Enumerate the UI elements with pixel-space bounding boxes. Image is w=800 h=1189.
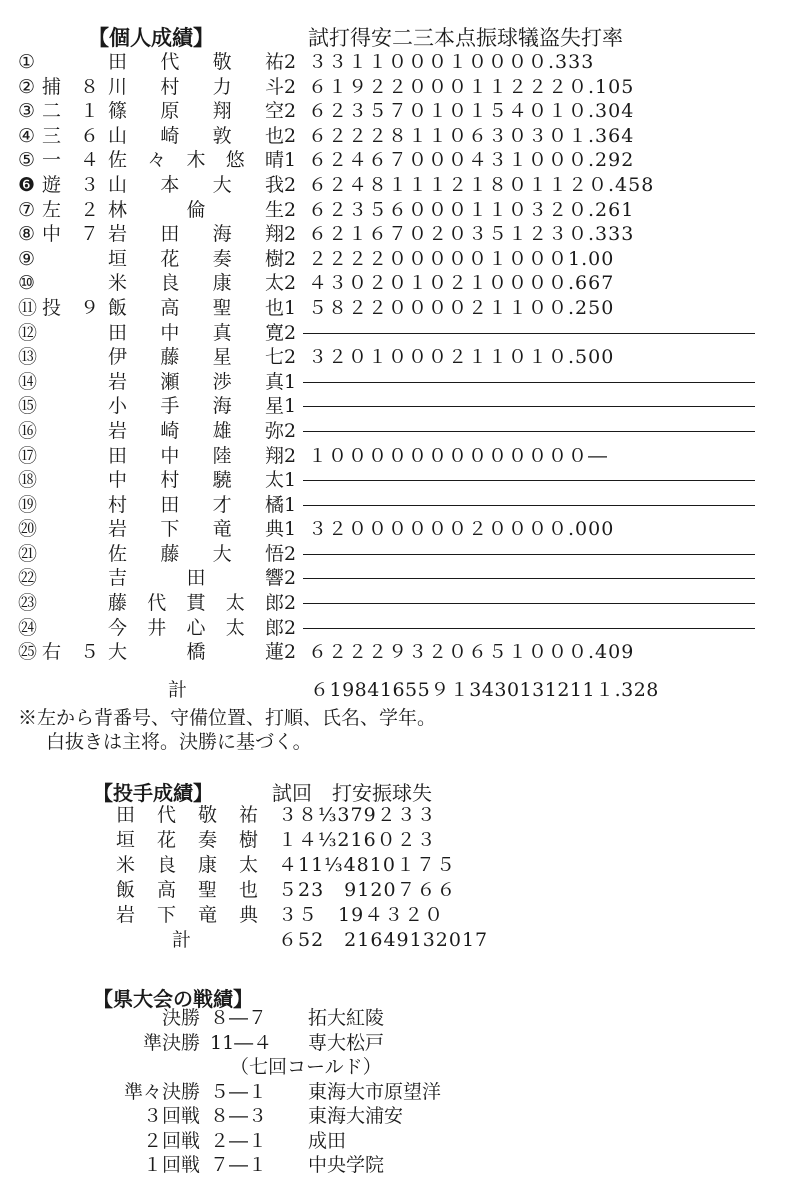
no-record-line bbox=[303, 406, 755, 407]
player-grade: 2 bbox=[284, 419, 297, 442]
player-name: 佐藤大悟 bbox=[108, 542, 284, 565]
pitcher-name: 岩下竜典 bbox=[116, 904, 258, 926]
pitcher-stats: ３８⅓379２３３ bbox=[278, 804, 437, 826]
batting-order: ６ bbox=[80, 124, 100, 147]
player-stats: ３２００００００２００００.000 bbox=[308, 518, 615, 541]
uniform-number: ④ bbox=[18, 124, 36, 147]
player-row bbox=[0, 640, 800, 665]
player-row bbox=[0, 222, 800, 247]
uniform-number: ㉕ bbox=[18, 641, 38, 664]
player-name: 田代敬祐 bbox=[108, 51, 284, 73]
position: 遊 bbox=[42, 173, 62, 196]
uniform-number: ⑭ bbox=[18, 370, 38, 393]
no-record-line bbox=[303, 603, 755, 604]
batting-order: ８ bbox=[80, 75, 100, 98]
batting-order: ９ bbox=[80, 296, 100, 319]
player-name: 岩田海翔 bbox=[108, 223, 284, 246]
player-row bbox=[0, 493, 800, 518]
pitcher-row bbox=[0, 828, 800, 853]
player-row bbox=[0, 124, 800, 149]
player-grade: 2 bbox=[284, 567, 297, 590]
game-opponent: 専大松戸 bbox=[308, 1031, 385, 1054]
player-name: 村田才橘 bbox=[108, 493, 284, 516]
no-record-line bbox=[303, 505, 755, 506]
batting-column-headers: 試打得安二三本点振球犠盗失打率 bbox=[308, 26, 623, 50]
pitcher-name: 米良康太 bbox=[116, 854, 258, 876]
uniform-number: ① bbox=[18, 51, 36, 73]
player-row bbox=[0, 271, 800, 296]
player-name: 小手海星 bbox=[108, 395, 284, 418]
called-game-note: （七回コールド） bbox=[230, 1056, 382, 1078]
player-name: 飯高聖也 bbox=[108, 296, 284, 319]
game-row bbox=[0, 1153, 800, 1178]
player-row bbox=[0, 296, 800, 321]
pitching-column-headers: 試回 打安振球失 bbox=[272, 781, 432, 805]
game-round: 決勝 bbox=[161, 1007, 200, 1029]
player-grade: 1 bbox=[284, 469, 297, 492]
game-row bbox=[0, 1104, 800, 1129]
player-name: 川村力斗 bbox=[108, 75, 284, 98]
uniform-number: ③ bbox=[18, 100, 36, 123]
game-row bbox=[0, 1080, 800, 1105]
uniform-number: ⑧ bbox=[18, 223, 36, 246]
batting-order: ５ bbox=[80, 641, 100, 664]
game-score: ８―７ bbox=[210, 1007, 268, 1029]
pitcher-row bbox=[0, 878, 800, 903]
pitcher-stats: １４⅓216０２３ bbox=[278, 829, 437, 851]
player-grade: 2 bbox=[284, 321, 297, 344]
no-record-line bbox=[303, 628, 755, 629]
position: 一 bbox=[42, 149, 62, 172]
pitcher-stats: ４11⅓4810１７５ bbox=[278, 854, 456, 876]
game-round: ３回戦 bbox=[142, 1105, 200, 1127]
position: 中 bbox=[42, 223, 62, 246]
player-name: 今井心太郎 bbox=[108, 616, 284, 639]
player-stats: ３３１１０００１００００.333 bbox=[308, 51, 595, 73]
player-name: 林倫生 bbox=[108, 198, 284, 221]
batting-title: 【個人成績】 bbox=[88, 25, 214, 50]
position: 投 bbox=[42, 296, 62, 319]
player-grade: 2 bbox=[284, 616, 297, 639]
player-name: 山本大我 bbox=[108, 173, 284, 196]
player-grade: 2 bbox=[284, 542, 297, 565]
player-stats: ６２２２９３２０６５１０００.409 bbox=[308, 641, 635, 664]
game-round: 準々決勝 bbox=[123, 1080, 200, 1103]
game-score: ７―１ bbox=[210, 1154, 268, 1176]
player-grade: 2 bbox=[284, 100, 297, 123]
player-stats: ６２４８１１１２１８０１１２０.458 bbox=[308, 173, 655, 196]
player-grade: 2 bbox=[284, 173, 297, 196]
batting-order: ３ bbox=[80, 173, 100, 196]
game-row bbox=[0, 1031, 800, 1056]
player-name: 佐々木悠晴 bbox=[108, 149, 284, 172]
game-score: ２―１ bbox=[210, 1129, 268, 1152]
pitching-total-label: 計 bbox=[172, 929, 192, 951]
player-name: 米良康太 bbox=[108, 272, 284, 295]
game-opponent: 成田 bbox=[308, 1129, 347, 1152]
pitcher-row bbox=[0, 853, 800, 878]
prefecture-results bbox=[0, 1006, 800, 1178]
pitching-table bbox=[0, 803, 800, 953]
batting-total-stats: ６19841655９１3430131211１.328 bbox=[310, 679, 659, 701]
player-grade: 1 bbox=[284, 296, 297, 319]
game-row bbox=[0, 1006, 800, 1031]
position: 二 bbox=[42, 100, 62, 123]
player-row bbox=[0, 468, 800, 493]
called-game-note-row bbox=[0, 1055, 800, 1080]
uniform-number: ⑩ bbox=[18, 272, 36, 295]
uniform-number: ⑰ bbox=[18, 444, 38, 467]
player-grade: 1 bbox=[284, 493, 297, 516]
uniform-number: ⑤ bbox=[18, 149, 36, 172]
player-row bbox=[0, 517, 800, 542]
player-grade: 1 bbox=[284, 395, 297, 418]
player-stats: ３２０１０００２１１０１０.500 bbox=[308, 346, 615, 369]
position: 捕 bbox=[42, 75, 62, 98]
game-score: 11―４ bbox=[210, 1031, 273, 1054]
uniform-number: ② bbox=[18, 75, 36, 98]
uniform-number: ⑳ bbox=[18, 518, 38, 541]
pitcher-row bbox=[0, 803, 800, 828]
player-name: 大橋蓮 bbox=[108, 641, 284, 664]
player-stats: ６２３５６０００１１０３２０.261 bbox=[308, 198, 635, 221]
player-name: 岩崎雄弥 bbox=[108, 419, 284, 442]
player-grade: 1 bbox=[284, 149, 297, 172]
player-grade: 2 bbox=[284, 272, 297, 295]
no-record-line bbox=[303, 333, 755, 334]
batting-header bbox=[0, 22, 800, 50]
player-row bbox=[0, 444, 800, 469]
player-name: 田中真寛 bbox=[108, 321, 284, 344]
uniform-number: ❻ bbox=[18, 173, 36, 196]
no-record-line bbox=[303, 554, 755, 555]
prefecture-title: 【県大会の戦績】 bbox=[93, 987, 253, 1011]
no-record-line bbox=[303, 480, 755, 481]
uniform-number: ⑱ bbox=[18, 469, 38, 492]
game-opponent: 東海大浦安 bbox=[308, 1105, 404, 1127]
pitching-title: 【投手成績】 bbox=[93, 781, 213, 805]
player-row bbox=[0, 419, 800, 444]
player-row bbox=[0, 247, 800, 272]
player-stats: ５８２２００００２１１００.250 bbox=[308, 296, 615, 319]
player-name: 岩瀬渉真 bbox=[108, 370, 284, 393]
game-score: ８―３ bbox=[210, 1105, 268, 1127]
game-score: ５―１ bbox=[210, 1080, 268, 1103]
player-row bbox=[0, 591, 800, 616]
player-grade: 2 bbox=[284, 247, 297, 270]
player-row bbox=[0, 50, 800, 75]
player-row bbox=[0, 148, 800, 173]
player-row bbox=[0, 75, 800, 100]
player-name: 垣花奏樹 bbox=[108, 247, 284, 270]
game-opponent: 拓大紅陵 bbox=[308, 1007, 385, 1029]
batting-note-line2: 白抜きは主将。決勝に基づく。 bbox=[46, 731, 312, 753]
pitching-total-stats: ６52 21649132017 bbox=[278, 929, 489, 951]
player-name: 篠原翔空 bbox=[108, 100, 284, 123]
player-grade: 2 bbox=[284, 124, 297, 147]
player-name: 山崎敦也 bbox=[108, 124, 284, 147]
game-opponent: 中央学院 bbox=[308, 1154, 385, 1176]
uniform-number: ㉒ bbox=[18, 567, 38, 590]
player-row bbox=[0, 566, 800, 591]
player-stats: ６１９２２０００１１２２２０.105 bbox=[308, 75, 635, 98]
batting-note-line1: ※左から背番号、守備位置、打順、氏名、学年。 bbox=[18, 707, 437, 729]
player-stats: ６２１６７０２０３５１２３０.333 bbox=[308, 223, 635, 246]
position: 三 bbox=[42, 124, 62, 147]
player-stats: ６２４６７０００４３１０００.292 bbox=[308, 149, 635, 172]
player-grade: 2 bbox=[284, 444, 297, 467]
uniform-number: ⑮ bbox=[18, 395, 38, 418]
uniform-number: ⑪ bbox=[18, 296, 38, 319]
uniform-number: ㉓ bbox=[18, 592, 38, 615]
player-name: 吉田響 bbox=[108, 567, 284, 590]
batting-order: １ bbox=[80, 100, 100, 123]
batting-table bbox=[0, 50, 800, 665]
player-stats: ２２２２０００００１０００1.00 bbox=[308, 247, 615, 270]
player-row bbox=[0, 542, 800, 567]
batting-total-row bbox=[0, 675, 800, 701]
player-row bbox=[0, 345, 800, 370]
player-name: 伊藤星七 bbox=[108, 346, 284, 369]
uniform-number: ⑯ bbox=[18, 419, 38, 442]
player-row bbox=[0, 321, 800, 346]
player-name: 岩下竜典 bbox=[108, 518, 284, 541]
pitcher-name: 飯高聖也 bbox=[116, 879, 258, 901]
uniform-number: ⑨ bbox=[18, 247, 36, 270]
player-name: 中村驍太 bbox=[108, 469, 284, 492]
position: 右 bbox=[42, 641, 62, 664]
no-record-line bbox=[303, 431, 755, 432]
pitcher-stats: ５23 9120７６６ bbox=[278, 879, 457, 901]
player-grade: 2 bbox=[284, 223, 297, 246]
player-name: 田中陸翔 bbox=[108, 444, 284, 467]
batting-order: ７ bbox=[80, 223, 100, 246]
game-opponent: 東海大市原望洋 bbox=[308, 1080, 442, 1103]
uniform-number: ⑦ bbox=[18, 198, 36, 221]
player-row bbox=[0, 198, 800, 223]
player-row bbox=[0, 616, 800, 641]
pitcher-name: 垣花奏樹 bbox=[116, 829, 258, 851]
uniform-number: ⑫ bbox=[18, 321, 38, 344]
player-grade: 2 bbox=[284, 51, 297, 73]
player-row bbox=[0, 99, 800, 124]
player-grade: 1 bbox=[284, 370, 297, 393]
player-row bbox=[0, 394, 800, 419]
batting-order: ４ bbox=[80, 149, 100, 172]
player-grade: 2 bbox=[284, 198, 297, 221]
player-stats: ６２２２８１１０６３０３０１.364 bbox=[308, 124, 635, 147]
uniform-number: ⑲ bbox=[18, 493, 38, 516]
player-grade: 2 bbox=[284, 641, 297, 664]
player-row bbox=[0, 370, 800, 395]
game-round: ２回戦 bbox=[142, 1129, 200, 1152]
game-round: １回戦 bbox=[142, 1154, 200, 1176]
game-round: 準決勝 bbox=[142, 1031, 200, 1054]
batting-total-label: 計 bbox=[168, 679, 188, 701]
position: 左 bbox=[42, 198, 62, 221]
uniform-number: ㉑ bbox=[18, 542, 38, 565]
pitcher-row bbox=[0, 903, 800, 928]
player-grade: 2 bbox=[284, 75, 297, 98]
player-grade: 2 bbox=[284, 592, 297, 615]
pitching-total-row bbox=[0, 928, 800, 953]
batting-order: ２ bbox=[80, 198, 100, 221]
no-record-line bbox=[303, 382, 755, 383]
pitcher-name: 田代敬祐 bbox=[116, 804, 258, 826]
pitcher-stats: ３５ 19４３２０ bbox=[278, 904, 445, 926]
player-grade: 2 bbox=[284, 346, 297, 369]
player-stats: ６２３５７０１０１５４０１０.304 bbox=[308, 100, 635, 123]
uniform-number: ㉔ bbox=[18, 616, 38, 639]
player-row bbox=[0, 173, 800, 198]
uniform-number: ⑬ bbox=[18, 346, 38, 369]
player-stats: １０００００００００００００― bbox=[308, 444, 609, 467]
player-stats: ４３０２０１０２１００００.667 bbox=[308, 272, 615, 295]
player-grade: 1 bbox=[284, 518, 297, 541]
player-name: 藤代貫太郎 bbox=[108, 592, 284, 615]
game-row bbox=[0, 1129, 800, 1154]
no-record-line bbox=[303, 578, 755, 579]
